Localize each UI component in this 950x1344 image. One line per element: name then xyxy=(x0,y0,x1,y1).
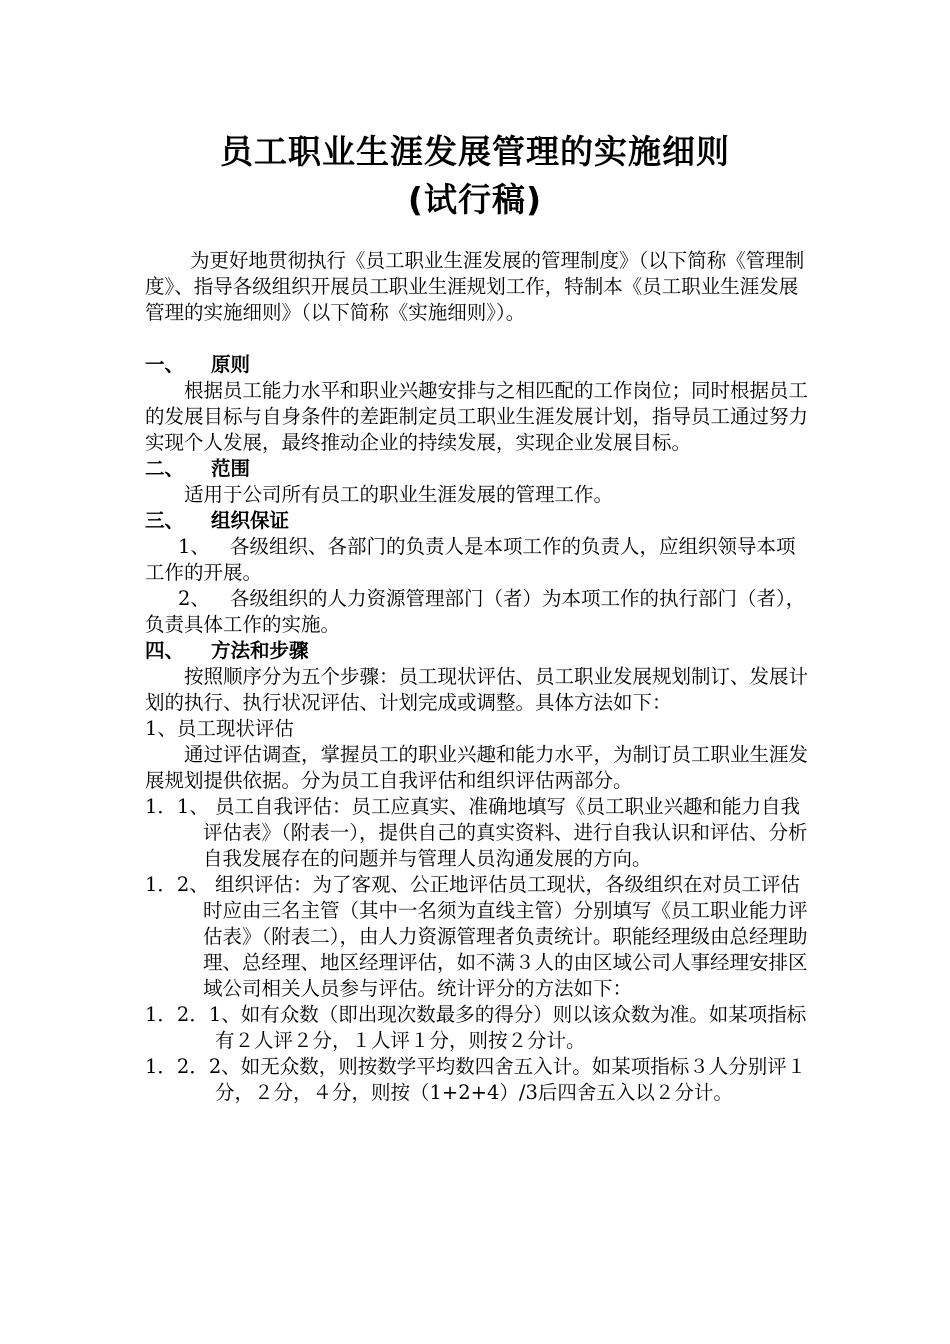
sub-item xyxy=(145,794,810,872)
section-heading-organization xyxy=(145,508,810,534)
list-item-text: 各级组织、各部门的负责人是本项工作的负责人，应组织领导本项工作的开展。 xyxy=(145,535,796,584)
sub-item-number: 1．2、 xyxy=(145,873,209,896)
section-title: 组织保证 xyxy=(211,509,290,532)
sub-item xyxy=(145,1002,810,1054)
section-number: 三、 xyxy=(145,509,185,532)
sub-item-number: 1．2．1、 xyxy=(145,1003,241,1026)
step-title: 1、员工现状评估 xyxy=(145,717,294,740)
sub-item-text: 员工自我评估：员工应真实、准确地填写《员工职业兴趣和能力自我评估表》（附表一），提供自己的真实资料、进行自我认识和评估、分析自我发展存在的问题并与管理人员沟通发展的方向。 xyxy=(203,795,808,870)
sub-item xyxy=(145,872,810,1002)
list-item-text: 各级组织的人力资源管理部门（者）为本项工作的执行部门（者），负责具体工作的实施。 xyxy=(145,587,806,636)
sub-item-number: 1．2．2、 xyxy=(145,1055,241,1078)
document-body xyxy=(145,248,810,1106)
section-title: 范围 xyxy=(211,457,251,480)
step-paragraph: 通过评估调查，掌握员工的职业兴趣和能力水平，为制订员工职业生涯发展规划提供依据。分为员工自我评估和组织评估两部分。 xyxy=(145,743,809,792)
section-heading-scope xyxy=(145,456,810,482)
section-heading-methods xyxy=(145,638,810,664)
sub-item-text: 组织评估：为了客观、公正地评估员工现状，各级组织在对员工评估时应由三名主管（其中一名须为直线主管）分别填写《员工职业能力评估表》（附表二），由人力资源管理者负责统计。职能经理级由总经理助理、总经理、地区经理评估，如不满３人的由区域公司人事经理安排区域公司相关人员参与评估。统计评分的方法如下： xyxy=(203,873,808,1000)
section-paragraph: 按照顺序分为五个步骤：员工现状评估、员工职业发展规划制订、发展计划的执行、执行状况评估、计划完成或调整。具体方法如下： xyxy=(145,665,809,714)
section-title: 原则 xyxy=(211,353,251,376)
sub-item-text: 如无众数，则按数学平均数四舍五入计。如某项指标３人分别评１分，２分，４分，则按（1+2+4）/3后四舍五入以２分计。 xyxy=(215,1055,807,1104)
intro-paragraph: 为更好地贯彻执行《员工职业生涯发展的管理制度》（以下简称《管理制度》、指导各级组织开展员工职业生涯规划工作，特制本《员工职业生涯发展管理的实施细则》（以下简称《实施细则》）。 xyxy=(145,249,805,324)
section-number: 一、 xyxy=(145,353,185,376)
section-paragraph: 适用于公司所有员工的职业生涯发展的管理工作。 xyxy=(184,483,614,506)
spacer xyxy=(145,326,810,352)
document-subtitle: (试行稿) xyxy=(407,180,543,219)
sub-item xyxy=(145,1054,810,1106)
sub-item-number: 1．1、 xyxy=(145,795,209,818)
section-number: 二、 xyxy=(145,457,185,480)
list-item-number: 1、 xyxy=(178,535,210,558)
section-paragraph: 根据员工能力水平和职业兴趣安排与之相匹配的工作岗位；同时根据员工的发展目标与自身条件的差距制定员工职业生涯发展计划，指导员工通过努力实现个人发展，最终推动企业的持续发展，实现企业发展目标。 xyxy=(145,379,809,454)
section-heading-principle xyxy=(145,352,810,378)
list-item xyxy=(145,586,810,638)
sub-item-text: 如有众数（即出现次数最多的得分）则以该众数为准。如某项指标有２人评２分，１人评１分，则按２分计。 xyxy=(215,1003,807,1052)
section-number: 四、 xyxy=(145,639,185,662)
list-item-number: 2、 xyxy=(178,587,210,610)
section-title: 方法和步骤 xyxy=(211,639,309,662)
document-title: 员工职业生涯发展管理的实施细则 xyxy=(220,132,730,171)
list-item xyxy=(145,534,810,586)
